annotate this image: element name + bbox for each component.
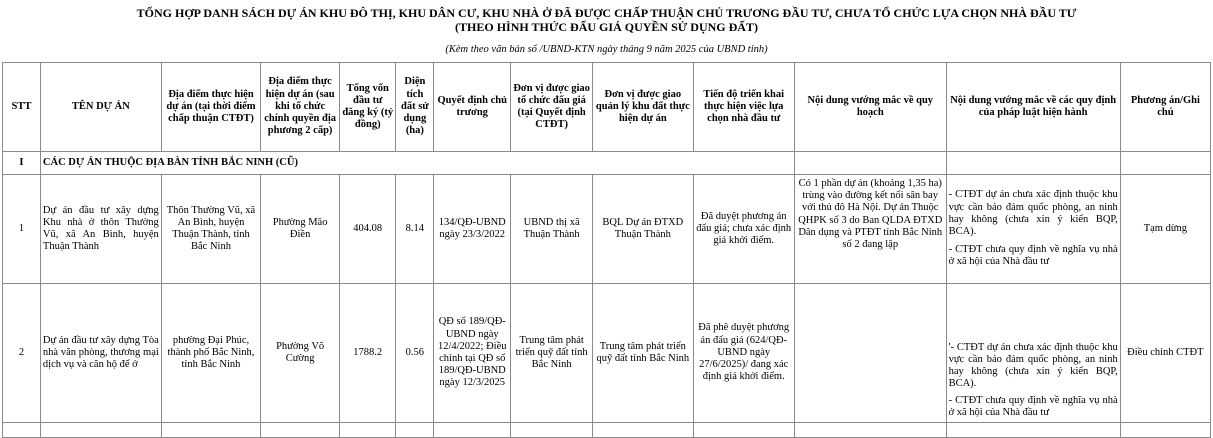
cell-decision: 134/QĐ-UBND ngày 23/3/2022	[434, 175, 511, 284]
col-header-progress: Tiến độ triển khai thực hiện việc lựa chọn nhà đầu tư	[693, 63, 794, 152]
legal-issue-item: - CTĐT chưa quy định về nghĩa vụ nhà ở xã hội của Nhà đầu tư	[948, 394, 1118, 418]
col-header-legal-issue: Nội dung vướng mắc về các quy định của pháp luật hiện hành	[946, 63, 1120, 152]
cell-project-name: Dự án đầu tư xây dựng Tòa nhà văn phòng, thương mại dịch vụ và căn hộ để ở	[40, 284, 161, 423]
cell-decision: QĐ số 189/QĐ-UBND ngày 12/4/2022; Điều chỉnh tại QĐ số 189/QĐ-UBND ngày 12/3/2025	[434, 284, 511, 423]
cell-auction-unit: Trung tâm phát triển quỹ đất tỉnh Bắc Ninh	[511, 284, 593, 423]
cell-capital: 1788.2	[340, 284, 396, 423]
col-header-manager: Đơn vị được giao quản lý khu đất thực hiện dự án	[593, 63, 693, 152]
cell-legal-issue	[946, 175, 1120, 284]
col-header-area: Diện tích đất sử dụng (ha)	[396, 63, 434, 152]
cell-location-new: Phường Mão Điền	[261, 175, 340, 284]
section-stt: I	[3, 152, 41, 175]
cell-area: 0.56	[396, 284, 434, 423]
col-header-note: Phương án/Ghi chú	[1120, 63, 1210, 152]
cell-stt: 2	[3, 284, 41, 423]
legal-issue-item: - CTĐT dự án chưa xác định thuộc khu vực cần bảo đảm quốc phòng, an ninh hay không (chưa xin ý kiến BQP, BCA).	[948, 189, 1118, 237]
section-title: CÁC DỰ ÁN THUỘC ĐỊA BÀN TỈNH BẮC NINH (CŨ)	[40, 152, 794, 175]
cell-planning-issue	[794, 284, 946, 423]
cell-capital: 404.08	[340, 175, 396, 284]
col-header-location-old: Địa điểm thực hiện dự án (tại thời điểm chấp thuận CTĐT)	[161, 63, 260, 152]
cell-progress: Đã phê duyệt phương án đấu giá (624/QĐ-UBND ngày 27/6/2025)/ đang xác định giá khởi điểm.	[693, 284, 794, 423]
col-header-decision: Quyết định chủ trương	[434, 63, 511, 152]
col-header-auction-unit: Đơn vị được giao tổ chức đấu giá (tại Quyết định CTĐT)	[511, 63, 593, 152]
col-header-capital: Tổng vốn đầu tư đăng ký (tỷ đồng)	[340, 63, 396, 152]
section-row	[3, 152, 1211, 175]
col-header-stt: STT	[3, 63, 41, 152]
table-cell	[1120, 152, 1210, 175]
cell-area: 8.14	[396, 175, 434, 284]
cell-manager: BQL Dự án ĐTXD Thuận Thành	[593, 175, 693, 284]
col-header-name: TÊN DỰ ÁN	[40, 63, 161, 152]
table-row	[3, 175, 1211, 284]
document-subtitle: (Kèm theo văn bản số /UBND-KTN ngày tháng 9 năm 2025 của UBND tỉnh)	[445, 44, 768, 55]
col-header-location-new: Địa điểm thực hiện dự án (sau khi tổ chức chính quyền địa phương 2 cấp)	[261, 63, 340, 152]
cell-location-old: Thôn Thường Vũ, xã An Bình, huyện Thuận Thành, tỉnh Bắc Ninh	[161, 175, 260, 284]
cell-manager: Trung tâm phát triển quỹ đất tỉnh Bắc Ninh	[593, 284, 693, 423]
cell-planning-issue: Có 1 phần dự án (khoảng 1,35 ha) trùng vào đường kết nối sân bay với thủ đô Hà Nội. Dự án Thuộc QHPK số 3 do Ban QLDA ĐTXD Dân dụng và PTĐT tỉnh Bắc Ninh số 2 đang lập	[794, 175, 946, 284]
table-cell	[946, 152, 1120, 175]
cell-progress: Đã duyệt phương án đấu giá; chưa xác định giá khởi điểm.	[693, 175, 794, 284]
table-cell	[794, 152, 946, 175]
project-table	[2, 62, 1211, 438]
document-title-line2: (THEO HÌNH THỨC ĐẤU GIÁ QUYỀN SỬ DỤNG ĐẤT)	[455, 20, 758, 34]
cell-location-new: Phường Võ Cường	[261, 284, 340, 423]
legal-issue-item: - CTĐT chưa quy định về nghĩa vụ nhà ở xã hội của Nhà đầu tư	[948, 244, 1118, 268]
cell-stt: 1	[3, 175, 41, 284]
cell-note: Điều chỉnh CTĐT	[1120, 284, 1210, 423]
table-row	[3, 284, 1211, 423]
legal-issue-item: '- CTĐT dự án chưa xác định thuộc khu vực cần bảo đảm quốc phòng, an ninh hay không (chưa xin ý kiến BQP, BCA).	[948, 341, 1118, 390]
cell-legal-issue	[946, 284, 1120, 423]
cell-note: Tạm dừng	[1120, 175, 1210, 284]
header-row	[3, 63, 1211, 152]
cell-location-old: phường Đại Phúc, thành phố Bắc Ninh, tỉnh Bắc Ninh	[161, 284, 260, 423]
cell-project-name: Dự án đầu tư xây dựng Khu nhà ở thôn Thường Vũ, xã An Bình, huyện Thuận Thành	[40, 175, 161, 284]
col-header-planning-issue: Nội dung vướng mắc về quy hoạch	[794, 63, 946, 152]
cell-auction-unit: UBND thị xã Thuận Thành	[511, 175, 593, 284]
document-title-line1: TỔNG HỢP DANH SÁCH DỰ ÁN KHU ĐÔ THỊ, KHU DÂN CƯ, KHU NHÀ Ở ĐÃ ĐƯỢC CHẤP THUẬN CHỦ TRƯƠNG ĐẦU TƯ, CHƯA TỔ CHỨC LỰA CHỌN NHÀ ĐẦU TƯ	[136, 6, 1077, 20]
